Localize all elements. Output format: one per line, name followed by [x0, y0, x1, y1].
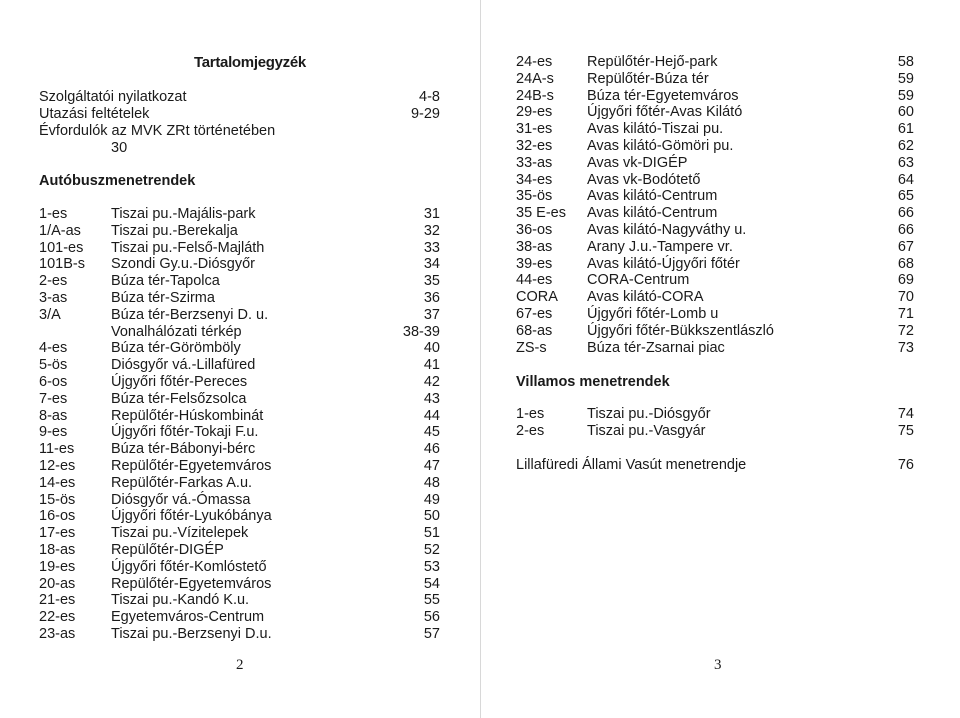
route-page: 40 [423, 340, 440, 357]
route-destination: Búza tér-Tapolca [111, 273, 220, 290]
route-page: 66 [897, 222, 914, 238]
route-code: 12-es [39, 458, 76, 474]
route-code: 35-ös [516, 188, 553, 205]
route-code: 3-as [39, 290, 68, 306]
route-destination: Újgyőri főtér-Avas Kilátó [587, 104, 743, 121]
route-code: 14-es [39, 474, 76, 491]
route-destination: Avas kilátó-Gömöri pu. [587, 138, 734, 154]
route-destination: Avas kilátó-Újgyőri főtér [587, 255, 740, 272]
tram-section-heading: Villamos menetrendek [516, 374, 670, 390]
route-destination: Avas vk-Bodótető [587, 171, 701, 188]
route-page: 62 [897, 138, 914, 154]
route-destination: Arany J.u.-Tampere vr. [587, 238, 733, 255]
route-destination: Újgyőri főtér-Lomb u [587, 306, 719, 322]
route-code: 31-es [516, 121, 553, 138]
route-page: 33 [423, 239, 440, 256]
route-page: 50 [423, 508, 440, 525]
route-code: 39-es [516, 255, 553, 272]
route-page: 53 [423, 558, 440, 575]
route-destination: Újgyőri főtér-Tokaji F.u. [111, 424, 259, 441]
rail-page: 76 [897, 457, 914, 473]
route-destination: Búza tér-Egyetemváros [587, 87, 739, 104]
route-destination: Újgyőri főtér-Bükkszentlászló [587, 322, 774, 339]
route-destination: Újgyőri főtér-Pereces [111, 374, 248, 390]
route-destination: Újgyőri főtér-Lyukóbánya [111, 508, 272, 525]
intro-entry: Szolgáltatói nyilatkozat [39, 89, 187, 105]
route-destination: Avas kilátó-CORA [587, 289, 704, 306]
route-destination: Avas kilátó-Centrum [587, 188, 718, 205]
route-code: 15-ös [39, 491, 76, 508]
route-code: CORA [516, 289, 558, 306]
route-code: 3/A [39, 306, 61, 323]
route-destination: Tiszai pu.-Berzsenyi D.u. [111, 626, 272, 642]
route-destination: Tiszai pu.-Kandó K.u. [111, 592, 250, 609]
route-destination: Egyetemváros-Centrum [111, 609, 265, 626]
route-page: 61 [897, 121, 914, 138]
route-destination: Repülőtér-Egyetemváros [111, 575, 272, 592]
route-page: 34 [423, 256, 440, 273]
route-destination: Repülőtér-Búza tér [587, 70, 709, 87]
route-page: 59 [897, 70, 914, 87]
route-code: 23-as [39, 626, 76, 642]
route-page: 42 [423, 374, 440, 390]
route-page: 58 [897, 54, 914, 70]
route-destination: Búza tér-Berzsenyi D. u. [111, 306, 269, 323]
route-destination: Búza tér-Bábonyi-bérc [111, 441, 256, 458]
route-page: 43 [423, 390, 440, 407]
intro-entry: Évfordulók az MVK ZRt történetében [39, 123, 276, 139]
route-destination: Búza tér-Felsőzsolca [111, 390, 247, 407]
route-page: 70 [897, 289, 914, 306]
route-destination: Vonalhálózati térkép [111, 323, 242, 340]
route-destination: Diósgyőr vá.-Ómassa [111, 491, 251, 508]
route-code: 9-es [39, 424, 68, 441]
toc-title: Tartalomjegyzék [194, 54, 306, 71]
route-code: 16-os [39, 508, 76, 525]
rail-entry: Lillafüredi Állami Vasút menetrendje [516, 457, 747, 473]
right-page [480, 0, 960, 718]
route-page: 54 [423, 575, 440, 592]
route-page: 36 [423, 290, 440, 306]
route-destination: Diósgyőr vá.-Lillafüred [111, 357, 256, 374]
route-page: 46 [423, 441, 440, 458]
route-page: 44 [423, 407, 440, 424]
route-destination: Avas vk-DIGÉP [587, 154, 688, 171]
route-code: 1-es [516, 406, 545, 422]
route-destination: Repülőtér-DIGÉP [111, 542, 224, 558]
route-page: 32 [423, 222, 440, 239]
route-destination: Repülőtér-Hejő-park [587, 54, 718, 70]
route-destination: Szondi Gy.u.-Diósgyőr [111, 256, 255, 273]
route-page: 60 [897, 104, 914, 121]
route-code: 2-es [39, 273, 68, 290]
route-destination: Tiszai pu.-Vasgyár [587, 422, 706, 439]
route-destination: Búza tér-Görömböly [111, 340, 241, 357]
route-code: 24A-s [516, 70, 554, 87]
route-page: 63 [897, 154, 914, 171]
route-code: 24B-s [516, 87, 554, 104]
route-destination: Tiszai pu.-Diósgyőr [587, 406, 711, 422]
route-code: 18-as [39, 542, 76, 558]
route-code: 101B-s [39, 256, 85, 273]
route-code: 8-as [39, 407, 68, 424]
route-code: 38-as [516, 238, 553, 255]
route-page: 37 [423, 306, 440, 323]
route-code: 1-es [39, 206, 68, 222]
route-page: 65 [897, 188, 914, 205]
intro-entry: Utazási feltételek [39, 106, 150, 122]
route-code: 5-ös [39, 357, 68, 374]
route-page: 45 [423, 424, 440, 441]
intro-page: 9-29 [410, 106, 440, 122]
route-code: 24-es [516, 54, 553, 70]
route-code: 11-es [39, 441, 75, 458]
route-page: 56 [423, 609, 440, 626]
route-page: 47 [423, 458, 440, 474]
route-code: 2-es [516, 422, 545, 439]
route-destination: Repülőtér-Farkas A.u. [111, 474, 253, 491]
route-code: 32-es [516, 138, 553, 154]
route-page: 75 [897, 422, 914, 439]
route-code: 67-es [516, 306, 553, 322]
route-code: 33-as [516, 154, 553, 171]
route-code: 4-es [39, 340, 68, 357]
route-destination: Avas kilátó-Nagyváthy u. [587, 222, 747, 238]
route-page: 57 [423, 626, 440, 642]
route-destination: Búza tér-Zsarnai piac [587, 339, 725, 356]
route-page: 74 [897, 406, 914, 422]
route-page: 73 [897, 339, 914, 356]
intro-page: 4-8 [419, 89, 440, 105]
route-destination: Avas kilátó-Tiszai pu. [587, 121, 724, 138]
route-code: 1/A-as [39, 222, 81, 239]
route-code: 22-es [39, 609, 76, 626]
route-code: 19-es [39, 558, 76, 575]
route-destination: CORA-Centrum [587, 272, 690, 289]
route-code: 44-es [516, 272, 553, 289]
route-code: 34-es [516, 171, 553, 188]
route-code: 17-es [39, 525, 76, 542]
route-code: 36-os [516, 222, 553, 238]
route-code: 68-as [516, 322, 553, 339]
route-page: 66 [897, 205, 914, 222]
route-destination: Repülőtér-Egyetemváros [111, 458, 272, 474]
route-code: 35 E-es [516, 205, 566, 222]
route-destination: Tiszai pu.-Felső-Majláth [111, 239, 265, 256]
route-page: 31 [423, 206, 440, 222]
route-code: 101-es [39, 239, 84, 256]
route-page: 67 [897, 238, 914, 255]
route-page: 64 [897, 171, 914, 188]
route-page: 69 [897, 272, 914, 289]
route-page: 41 [423, 357, 440, 374]
route-code: 20-as [39, 575, 76, 592]
page-number: 2 [236, 657, 244, 673]
route-page: 55 [423, 592, 440, 609]
route-code: 29-es [516, 104, 553, 121]
route-page: 52 [423, 542, 440, 558]
route-destination: Repülőtér-Húskombinát [111, 407, 264, 424]
route-code: 6-os [39, 374, 68, 390]
route-page: 49 [423, 491, 440, 508]
route-destination: Újgyőri főtér-Komlóstető [111, 558, 267, 575]
route-page: 59 [897, 87, 914, 104]
route-code: 7-es [39, 390, 68, 407]
route-code: 21-es [39, 592, 76, 609]
route-page: 35 [423, 273, 440, 290]
route-destination: Tiszai pu.-Berekalja [111, 222, 238, 239]
intro-entry-page: 30 [111, 140, 128, 156]
route-destination: Búza tér-Szirma [111, 290, 215, 306]
route-page: 68 [897, 255, 914, 272]
route-page: 51 [423, 525, 440, 542]
bus-section-heading: Autóbuszmenetrendek [39, 173, 196, 189]
route-destination: Avas kilátó-Centrum [587, 205, 718, 222]
route-page: 48 [423, 474, 440, 491]
route-destination: Tiszai pu.-Majális-park [111, 206, 256, 222]
route-destination: Tiszai pu.-Vízitelepek [111, 525, 249, 542]
route-page: 38-39 [402, 323, 440, 340]
route-page: 71 [897, 306, 914, 322]
route-page: 72 [897, 322, 914, 339]
route-code: ZS-s [516, 339, 547, 356]
page-number: 3 [714, 657, 722, 673]
